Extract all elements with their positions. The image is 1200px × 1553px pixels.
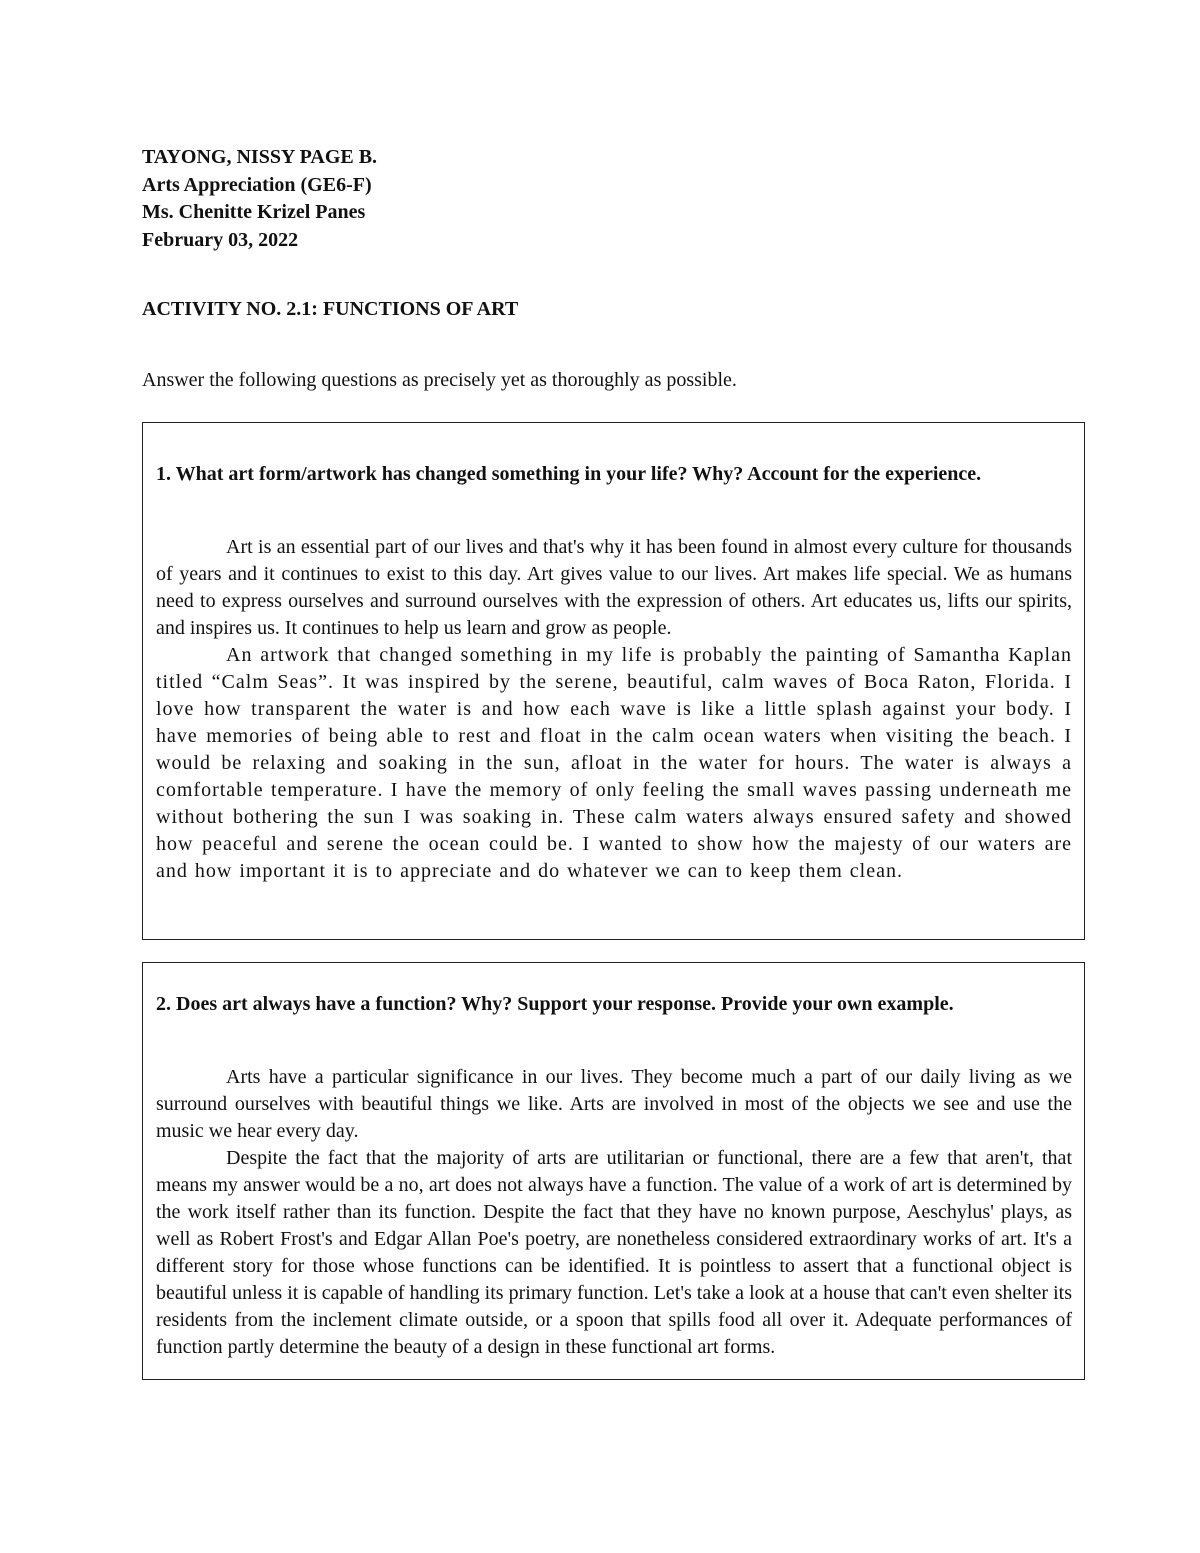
question-1-prompt: 1. What art form/artwork has changed something in your life? Why? Account for the experience. — [156, 463, 982, 485]
instructor-name: Ms. Chenitte Krizel Panes — [142, 201, 366, 223]
submission-date: February 03, 2022 — [142, 228, 299, 251]
answer-2-paragraph-2: Despite the fact that the majority of arts are utilitarian or functional, there are a few that aren't, that means my answer would be a no, art does not always have a function. The value of a work of art is determined by the work itself rather than its function. Despite the fact that they have no known purpose, Aeschylus' plays, as well as Robert Frost's and Edgar Allan Poe's poetry, are nonetheless considered extraordinary works of art. It's a different story for those whose functions can be identified. It is pointless to assert that a functional object is beautiful unless it is capable of handling its primary function. Let's take a look at a house that can't even shelter its residents from the inclement climate outside, or a spoon that spills food all over it. Adequate performances of function partly determine the beauty of a design in these functional art forms. — [156, 1147, 1072, 1358]
question-2-prompt: 2. Does art always have a function? Why? Support your response. Provide your own example. — [156, 993, 954, 1015]
course-name: Arts Appreciation (GE6-F) — [142, 173, 372, 196]
instructions-text: Answer the following questions as precisely yet as thoroughly as possible. — [142, 369, 737, 391]
answer-1-paragraph-2: An artwork that changed something in my life is probably the painting of Samantha Kaplan titled “Calm Seas”. It was inspired by the serene, beautiful, calm waves of Boca Raton, Florida. I love how transparent the water is and how each wave is like a little splash against your body. I have memories of being able to rest and float in the calm ocean waters when visiting the beach. I would be relaxing and soaking in the sun, afloat in the water for hours. The water is always a comfortable temperature. I have the memory of only feeling the small waves passing underneath me without bothering the sun I was soaking in. These calm waters always ensured safety and showed how peaceful and serene the ocean could be. I wanted to show how the majesty of our waters are and how important it is to appreciate and do whatever we can to keep them clean. — [156, 644, 1072, 882]
question-box-2 — [142, 962, 1085, 1380]
student-header — [142, 144, 377, 254]
question-1-answer — [156, 534, 1072, 885]
student-name: TAYONG, NISSY PAGE B. — [142, 146, 378, 168]
answer-2-paragraph-1: Arts have a particular significance in our lives. They become much a part of our daily living as we surround ourselves with beautiful things we like. Arts are involved in most of the objects we see and use the music we hear every day. — [156, 1066, 1072, 1142]
answer-1-paragraph-1: Art is an essential part of our lives and that's why it has been found in almost every culture for thousands of years and it continues to exist to this day. Art gives value to our lives. Art makes life special. We as humans need to express ourselves and surround ourselves with the expression of others. Art educates us, lifts our spirits, and inspires us. It continues to help us learn and grow as people. — [156, 536, 1072, 639]
activity-title: ACTIVITY NO. 2.1: FUNCTIONS OF ART — [142, 298, 519, 320]
question-box-1 — [142, 422, 1085, 940]
question-2-answer — [156, 1064, 1072, 1361]
